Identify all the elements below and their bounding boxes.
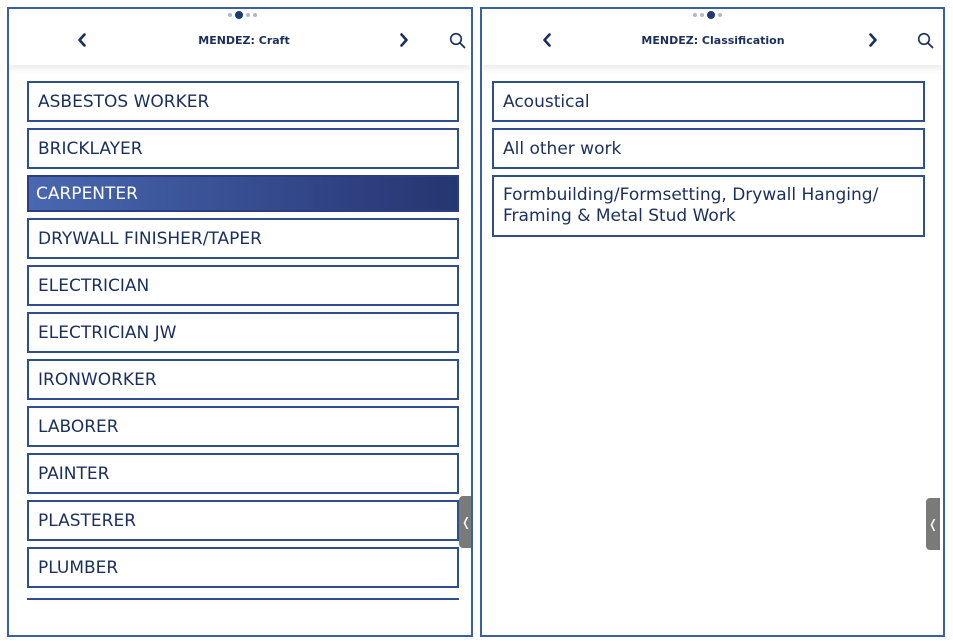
list-item-label: All other work: [503, 138, 622, 159]
drawer-handle[interactable]: [459, 496, 473, 548]
back-button[interactable]: [538, 31, 556, 49]
chevron-right-icon: [868, 33, 878, 47]
chevron-right-icon: [399, 33, 409, 47]
page-dot-active: [235, 11, 243, 19]
list-item[interactable]: [27, 312, 459, 353]
page-title: MENDEZ: Classification: [641, 34, 785, 47]
classification-header: [482, 9, 943, 65]
list-item-label: PLASTERER: [38, 510, 137, 531]
list-item-label: IRONWORKER: [38, 369, 157, 390]
page-dot: [228, 13, 232, 17]
drawer-chevron-icon: ❬: [927, 517, 939, 531]
list-item[interactable]: [27, 547, 459, 588]
list-item[interactable]: [27, 265, 459, 306]
list-item-label: DRYWALL FINISHER/TAPER: [38, 228, 262, 249]
list-item[interactable]: [492, 175, 925, 237]
list-scroll-clip: [27, 601, 459, 635]
page-dot: [718, 13, 722, 17]
list-item-label: PAINTER: [38, 463, 110, 484]
search-icon: [917, 32, 934, 49]
craft-header: [9, 9, 471, 65]
list-item-label: Acoustical: [503, 91, 590, 112]
search-icon: [449, 32, 466, 49]
list-item-selected[interactable]: [27, 175, 459, 212]
list-item[interactable]: [27, 500, 459, 541]
list-item-label: ASBESTOS WORKER: [38, 91, 210, 112]
list-item[interactable]: [27, 128, 459, 169]
page-indicator: [693, 11, 722, 19]
forward-button[interactable]: [864, 31, 882, 49]
list-item[interactable]: [492, 81, 925, 122]
list-item-label: BRICKLAYER: [38, 138, 143, 159]
classification-panel: [480, 7, 945, 637]
craft-list: [27, 81, 459, 594]
list-item-label: ELECTRICIAN JW: [38, 322, 177, 343]
page-dot: [693, 13, 697, 17]
page-dot-active: [707, 11, 715, 19]
list-item-label: Formbuilding/Formsetting, Drywall Hanging/ Framing & Metal Stud Work: [503, 185, 879, 226]
list-item-label: CARPENTER: [36, 183, 138, 204]
page-indicator: [228, 11, 257, 19]
chevron-left-icon: [542, 33, 552, 47]
forward-button[interactable]: [395, 31, 413, 49]
chevron-left-icon: [77, 33, 87, 47]
page-title: MENDEZ: Craft: [198, 34, 290, 47]
page-dot: [246, 13, 250, 17]
list-item[interactable]: [27, 453, 459, 494]
page-dot: [700, 13, 704, 17]
search-button[interactable]: [917, 32, 934, 49]
drawer-handle[interactable]: [926, 498, 940, 550]
list-item[interactable]: [27, 359, 459, 400]
list-item[interactable]: [27, 81, 459, 122]
search-button[interactable]: [449, 32, 466, 49]
back-button[interactable]: [73, 31, 91, 49]
list-item[interactable]: [27, 406, 459, 447]
craft-panel: [7, 7, 473, 637]
list-item-label: LABORER: [38, 416, 119, 437]
drawer-chevron-icon: ❬: [460, 515, 472, 529]
classification-list: [492, 81, 925, 243]
list-item-label: PLUMBER: [38, 557, 119, 578]
list-item-label: ELECTRICIAN: [38, 275, 150, 296]
list-item-partial-edge: [27, 598, 459, 600]
list-item[interactable]: [27, 218, 459, 259]
page-dot: [253, 13, 257, 17]
list-item[interactable]: [492, 128, 925, 169]
